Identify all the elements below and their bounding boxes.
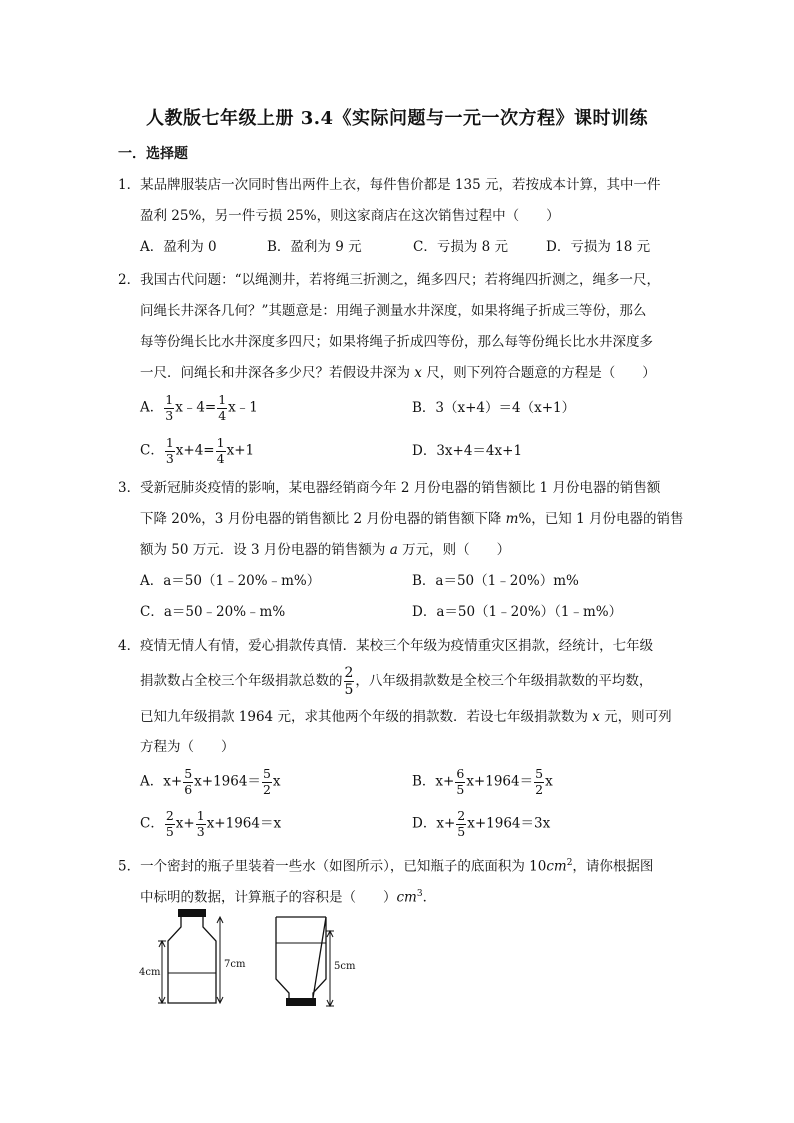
denominator: 2 <box>262 781 271 797</box>
fraction <box>183 768 193 796</box>
expr: x+1964＝x <box>206 815 282 832</box>
option-label: B． <box>412 773 436 790</box>
text-span: 一个密封的瓶子里装着一些水（如图所示），已知瓶子的底面积为 10 <box>140 858 547 875</box>
expr: x+1 <box>226 442 255 459</box>
bottle-figure <box>130 905 370 1015</box>
text-span: ，八年级捐款数是全校三个年级捐款数的平均数， <box>355 673 653 689</box>
bottle-outline <box>168 917 216 1003</box>
text-span: 一尺．问绳长和井深各多少尺？若假设井深为 <box>140 365 415 381</box>
question-1-line-2: 盈利 25%，另一件亏损 25%，则这家商店在这次销售过程中（ ） <box>140 208 560 224</box>
option-label: A． <box>140 773 164 790</box>
numerator: 1 <box>196 808 205 823</box>
question-4-line-1 <box>118 636 653 656</box>
question-2-line-4 <box>140 363 656 383</box>
q2-option-c[interactable] <box>140 437 254 465</box>
fraction <box>216 437 226 465</box>
expr: x+ <box>163 773 183 790</box>
question-number: 3． <box>118 480 141 496</box>
q4-option-a[interactable] <box>140 768 281 796</box>
numerator: 5 <box>535 766 544 781</box>
text-span: ，请你根据图 <box>572 858 654 875</box>
denominator: 5 <box>457 823 466 839</box>
numerator: 1 <box>165 392 174 407</box>
fraction <box>165 437 175 465</box>
unit: cm <box>396 889 417 906</box>
denominator: 3 <box>165 407 174 423</box>
question-text: 某品牌服装店一次同时售出两件上衣，每件售价都是 135 元，若按成本计算，其中一件 <box>140 177 661 193</box>
expr: x <box>272 773 281 790</box>
expr: x+ <box>435 773 455 790</box>
numerator: 2 <box>344 665 354 681</box>
numerator: 2 <box>457 808 466 823</box>
variable: x <box>414 365 422 381</box>
denominator: 6 <box>184 781 193 797</box>
label-5cm: 5cm <box>334 961 356 972</box>
text-span: 元，则可列 <box>599 709 672 725</box>
expr: x+ <box>436 815 456 832</box>
dim-4cm <box>138 941 166 1003</box>
expr: x+1964＝ <box>466 773 534 790</box>
fraction <box>456 810 466 838</box>
fraction <box>262 768 272 796</box>
q4-option-d[interactable] <box>412 810 550 838</box>
question-number: 1． <box>118 177 141 193</box>
question-5-line-2 <box>140 884 436 908</box>
question-3-line-3 <box>140 540 510 560</box>
question-1-line-1 <box>118 175 660 195</box>
question-text: 我国古代问题：“以绳测井，若将绳三折测之，绳多四尺；若将绳四折测之，绳多一尺， <box>140 272 660 288</box>
question-number: 4． <box>118 638 141 654</box>
upright-bottle <box>168 909 216 1003</box>
question-3-line-2 <box>140 509 683 529</box>
question-2-line-3: 每等份绳长比水井深度多四尺；如果将绳子折成四等份，那么每等份绳长比水井深度多 <box>140 334 653 350</box>
numerator: 5 <box>262 766 271 781</box>
expr: x﹣4= <box>175 399 217 416</box>
text-span: 尺，则下列符合题意的方程是（ ） <box>421 365 656 381</box>
bottle-cap <box>178 909 206 917</box>
q1-option-b[interactable]: B．盈利为 9 元 <box>267 239 362 255</box>
q1-option-d[interactable]: D．亏损为 18 元 <box>546 239 651 255</box>
text-span: 万元，则（ ） <box>397 542 511 558</box>
expr: x﹣1 <box>228 399 258 416</box>
expr: x <box>545 773 553 790</box>
expr: x+ <box>175 815 195 832</box>
numerator: 1 <box>216 435 225 450</box>
text-span: %，已知 1 月份电器的销售 <box>518 511 684 527</box>
option-label: C． <box>140 442 164 459</box>
label-4cm: 4cm <box>139 967 161 978</box>
denominator: 5 <box>344 682 354 698</box>
text-span: 捐款数占全校三个年级捐款总数的 <box>140 673 343 689</box>
q3-option-b[interactable]: B．a＝50（1﹣20%）m% <box>412 573 579 589</box>
text-span: 中标明的数据，计算瓶子的容积是（ ） <box>140 889 397 906</box>
q2-option-d[interactable]: D．3x+4＝4x+1 <box>412 443 523 459</box>
denominator: 3 <box>165 450 174 466</box>
text-span: ． <box>422 889 437 906</box>
q1-option-c[interactable]: C．亏损为 8 元 <box>413 239 509 255</box>
question-number: 2． <box>118 272 141 288</box>
q3-option-a[interactable]: A．a＝50（1﹣20%﹣m%） <box>140 573 321 589</box>
inverted-bottle <box>276 917 326 1006</box>
dim-5cm <box>326 931 356 1006</box>
variable: a <box>389 542 398 558</box>
denominator: 4 <box>216 450 225 466</box>
numerator: 6 <box>456 766 465 781</box>
denominator: 5 <box>456 781 465 797</box>
bottle-cap <box>286 998 316 1006</box>
expr: x+1964＝3x <box>467 815 551 832</box>
fraction <box>344 666 355 697</box>
expr: x+1964＝ <box>194 773 261 790</box>
question-4-line-3 <box>140 707 672 727</box>
numerator: 2 <box>165 808 174 823</box>
fraction <box>196 810 206 838</box>
numerator: 1 <box>165 435 174 450</box>
question-2-line-2: 问绳长井深各几何？”其题意是：用绳子测量水井深度，如果将绳子折成三等份，那么 <box>140 303 647 319</box>
question-5-line-1 <box>118 853 653 877</box>
question-4-line-4: 方程为（ ） <box>140 739 235 755</box>
text-span: 已知九年级捐款 1964 元，求其他两个年级的捐款数．若设七年级捐款数为 <box>140 709 593 725</box>
denominator: 3 <box>196 823 205 839</box>
q2-option-a[interactable] <box>140 394 258 422</box>
fraction <box>534 768 544 796</box>
numerator: 5 <box>184 766 193 781</box>
text-span: 下降 20%，3 月份电器的销售额比 2 月份电器的销售额下降 <box>140 511 506 527</box>
denominator: 2 <box>535 781 544 797</box>
variable: m <box>505 511 519 527</box>
fraction <box>455 768 465 796</box>
denominator: 5 <box>165 823 174 839</box>
numerator: 1 <box>218 392 227 407</box>
q1-option-a[interactable]: A．盈利为 0 <box>140 239 217 255</box>
option-label: D． <box>412 815 437 832</box>
label-7cm: 7cm <box>224 959 246 970</box>
question-3-line-1 <box>118 478 660 498</box>
q3-option-d[interactable]: D．a＝50（1﹣20%）（1﹣m%） <box>412 604 623 620</box>
variable: x <box>592 709 600 725</box>
section-heading: 一．选择题 <box>118 146 188 162</box>
expr: x+4= <box>175 442 215 459</box>
text-span: 额为 50 万元．设 3 月份电器的销售额为 <box>140 542 390 558</box>
q3-option-c[interactable]: C．a＝50﹣20%﹣m% <box>140 604 286 620</box>
fraction <box>217 394 227 422</box>
bottle-outline <box>276 917 326 998</box>
option-label: C． <box>140 815 164 832</box>
fraction <box>164 394 174 422</box>
q4-option-c[interactable] <box>140 810 281 838</box>
option-label: A． <box>140 399 164 416</box>
unit: cm <box>546 858 567 875</box>
question-2-line-1 <box>118 270 660 290</box>
dim-7cm <box>217 917 246 1003</box>
question-4-line-2 <box>140 666 652 697</box>
denominator: 4 <box>218 407 227 423</box>
q2-option-b[interactable]: B．3（x+4）＝4（x+1） <box>412 400 576 416</box>
superscript: 2 <box>566 858 573 868</box>
page-title: 人教版七年级上册 3.4《实际问题与一元一次方程》课时训练 <box>145 108 649 129</box>
superscript: 3 <box>416 889 423 899</box>
question-text: 受新冠肺炎疫情的影响，某电器经销商今年 2 月份电器的销售额比 1 月份电器的销售额 <box>140 480 661 496</box>
question-text: 疫情无情人有情，爱心捐款传真情．某校三个年级为疫情重灾区捐款，经统计，七年级 <box>140 638 654 654</box>
question-number: 5． <box>118 858 141 875</box>
fraction <box>165 810 175 838</box>
q4-option-b[interactable] <box>412 768 553 796</box>
